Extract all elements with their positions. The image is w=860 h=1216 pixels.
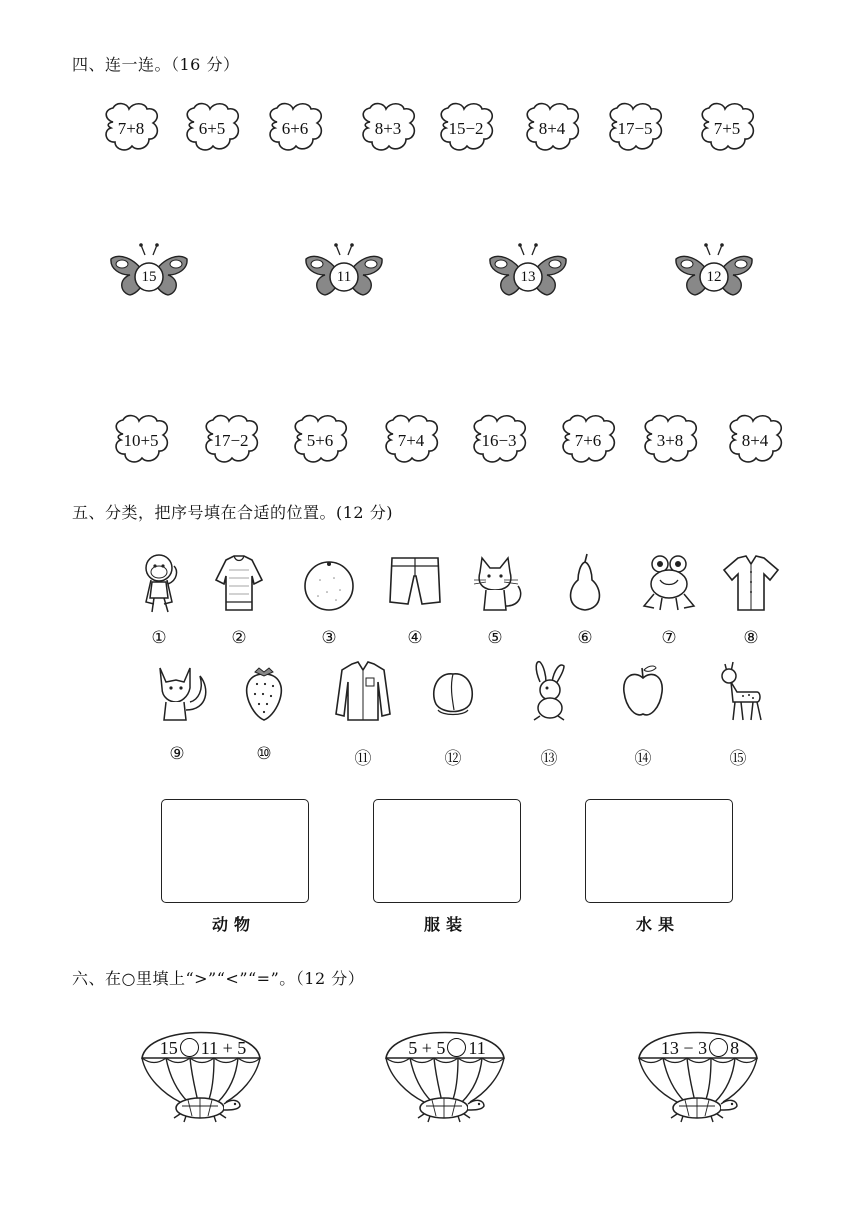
right-expression: 8 <box>730 1038 740 1058</box>
animal-box-label: 动物 <box>211 915 256 934</box>
right-expression: 11 <box>468 1038 486 1058</box>
top-flower-label: 17−5 <box>617 119 653 138</box>
answer-circle[interactable] <box>709 1038 728 1057</box>
shirt-icon <box>716 550 786 620</box>
top-flower-label: 8+3 <box>374 119 402 138</box>
left-expression: 5 + 5 <box>408 1038 446 1058</box>
orange-icon <box>294 550 364 620</box>
clothing-box[interactable] <box>373 799 521 903</box>
butterfly-number: 13 <box>520 269 536 285</box>
fox-icon <box>142 658 212 728</box>
butterfly[interactable] <box>673 243 755 303</box>
bottom-flower-label: 16−3 <box>481 431 517 450</box>
bottom-flower-label: 3+8 <box>656 431 684 450</box>
item-number: ② <box>231 628 247 648</box>
bottom-flower-label: 5+6 <box>306 431 334 450</box>
top-flower[interactable] <box>434 102 498 156</box>
apple-icon <box>608 658 678 728</box>
bottom-flower[interactable] <box>288 414 352 468</box>
comparison-expression <box>388 1038 506 1059</box>
long-shirt-icon <box>328 658 398 728</box>
section-4-heading: 四、连一连。（16 分） <box>72 55 240 74</box>
bottom-flower[interactable] <box>199 414 263 468</box>
bottom-flower-label: 10+5 <box>123 431 159 450</box>
bottom-flower-label: 7+6 <box>574 431 602 450</box>
section-5-heading: 五、分类，把序号填在合适的位置。(12 分) <box>72 503 393 522</box>
item-number: ⑦ <box>661 628 677 648</box>
shorts-icon <box>380 550 450 620</box>
left-expression: 13 − 3 <box>660 1038 708 1058</box>
item-number: ① <box>151 628 167 648</box>
monkey-icon <box>124 550 194 620</box>
left-expression: 15 <box>159 1038 178 1058</box>
comparison-expression <box>641 1038 759 1059</box>
item-number: ⑭ <box>634 749 652 769</box>
butterfly-number: 15 <box>141 269 157 285</box>
butterfly[interactable] <box>303 243 385 303</box>
butterfly[interactable] <box>108 243 190 303</box>
item-number: ⑫ <box>444 749 462 769</box>
bottom-flower[interactable] <box>638 414 702 468</box>
bottom-flower[interactable] <box>467 414 531 468</box>
deer-icon <box>703 658 773 728</box>
item-number: ⑮ <box>729 749 747 769</box>
fruit-box-label: 水果 <box>635 915 680 934</box>
bottom-flower[interactable] <box>379 414 443 468</box>
cat-icon <box>460 550 530 620</box>
butterfly-number: 12 <box>706 269 722 285</box>
top-flower[interactable] <box>356 102 420 156</box>
item-number: ⑪ <box>354 749 372 769</box>
item-number: ⑩ <box>256 744 272 764</box>
bottom-flower[interactable] <box>556 414 620 468</box>
bottom-flower-label: 7+4 <box>397 431 425 450</box>
peach-icon <box>418 658 488 728</box>
top-flower[interactable] <box>263 102 327 156</box>
top-flower-label: 8+4 <box>538 119 566 138</box>
top-flower[interactable] <box>99 102 163 156</box>
comparison-expression <box>144 1038 262 1059</box>
top-flower-label: 15−2 <box>448 119 484 138</box>
item-number: ⑧ <box>743 628 759 648</box>
top-flower-label: 6+5 <box>198 119 226 138</box>
strawberry-icon <box>229 658 299 728</box>
item-number: ⑨ <box>169 744 185 764</box>
clothing-box-label: 服装 <box>423 915 468 934</box>
sweater-icon <box>204 550 274 620</box>
butterfly-number: 11 <box>336 269 352 285</box>
top-flower[interactable] <box>520 102 584 156</box>
answer-circle[interactable] <box>447 1038 466 1057</box>
fruit-box[interactable] <box>585 799 733 903</box>
frog-icon <box>634 550 704 620</box>
item-number: ⑤ <box>487 628 503 648</box>
pear-icon <box>550 550 620 620</box>
top-flower[interactable] <box>603 102 667 156</box>
item-number: ⑬ <box>540 749 558 769</box>
top-flower[interactable] <box>180 102 244 156</box>
item-number: ⑥ <box>577 628 593 648</box>
butterfly[interactable] <box>487 243 569 303</box>
section-6-heading: 六、在○里填上“>”“<”“=”。（12 分） <box>72 969 365 988</box>
turtle-parachute <box>136 1018 266 1130</box>
top-flower-label: 7+5 <box>713 119 741 138</box>
top-flower-label: 7+8 <box>117 119 145 138</box>
rabbit-icon <box>514 658 584 728</box>
turtle-parachute <box>380 1018 510 1130</box>
bottom-flower[interactable] <box>723 414 787 468</box>
item-number: ③ <box>321 628 337 648</box>
bottom-flower[interactable] <box>109 414 173 468</box>
answer-circle[interactable] <box>180 1038 199 1057</box>
item-number: ④ <box>407 628 423 648</box>
right-expression: 11 + 5 <box>200 1038 247 1058</box>
bottom-flower-label: 8+4 <box>741 431 769 450</box>
bottom-flower-label: 17−2 <box>213 431 249 450</box>
turtle-parachute <box>633 1018 763 1130</box>
animal-box[interactable] <box>161 799 309 903</box>
top-flower-label: 6+6 <box>281 119 309 138</box>
top-flower[interactable] <box>695 102 759 156</box>
